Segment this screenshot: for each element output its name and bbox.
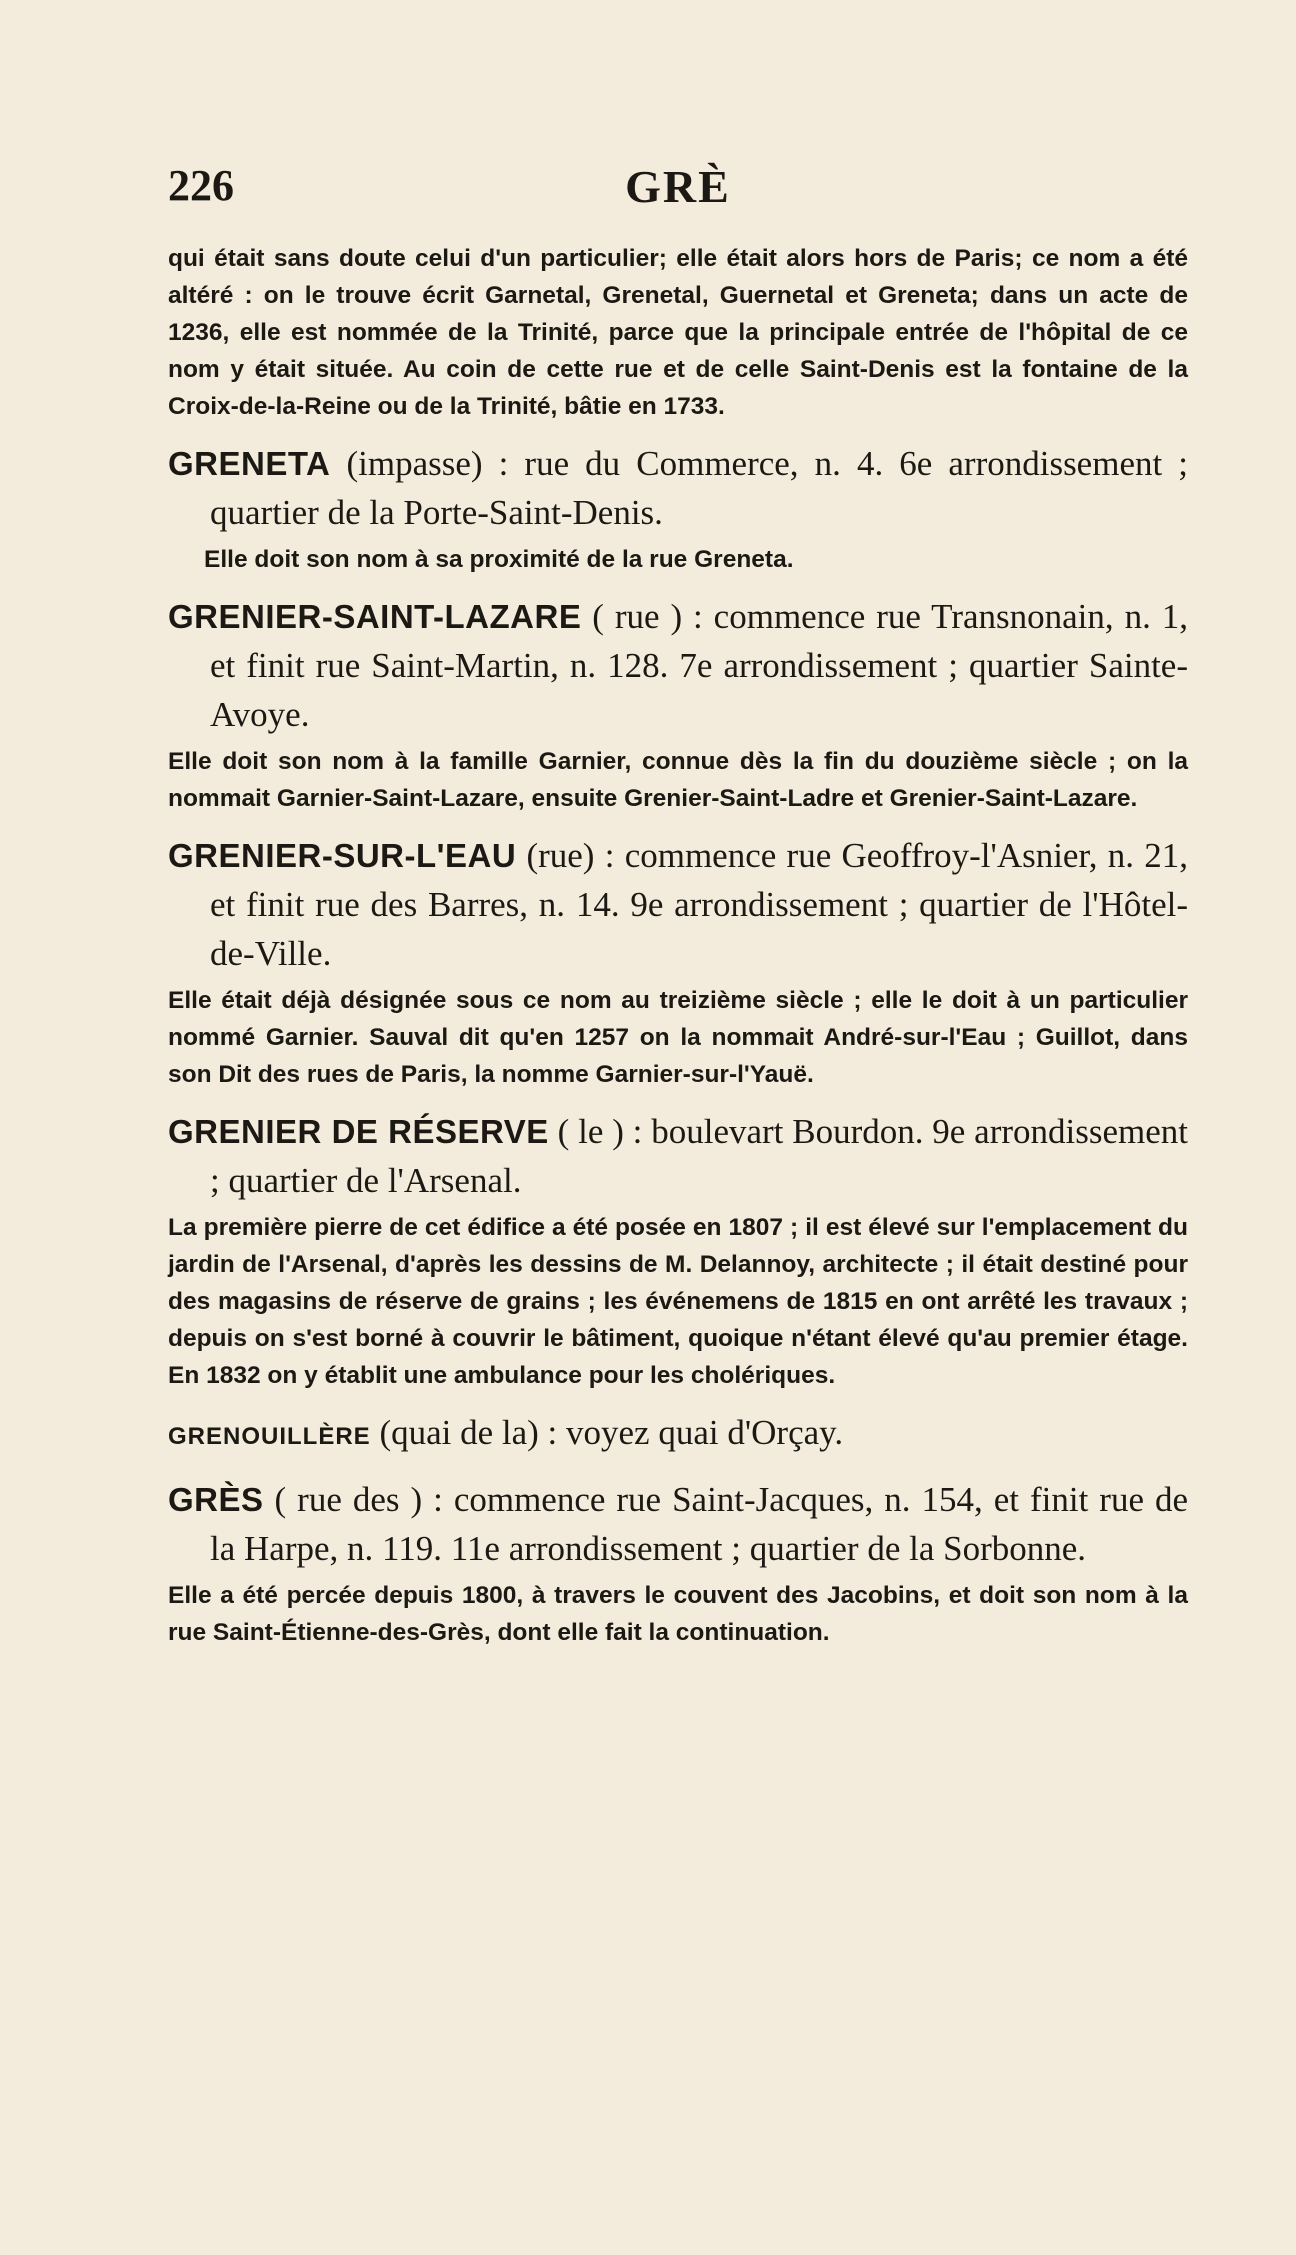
entry-text: ( rue des ) : commence rue Saint-Jacques, n. 154, et finit rue de la Harpe, n. 119. 11e arrondissement ; quartier de la Sorbonne. [210,1480,1188,1568]
headword: GRENIER DE RÉSERVE [168,1113,549,1150]
entry-heading [168,592,1188,739]
headword: GRÈS [168,1481,264,1518]
entry-greneta [168,439,1188,578]
entry-note: Elle a été percée depuis 1800, à travers le couvent des Jacobins, et doit son nom à la rue Saint-Étienne-des-Grès, dont elle fait la continuation. [168,1582,1188,1646]
entry-note: La première pierre de cet édifice a été posée en 1807 ; il est élevé sur l'emplacement du jardin de l'Arsenal, d'après les dessins de M. Delannoy, architecte ; il était destiné pour des magasins de réserve de grains ; les événemens de 1815 en ont arrêté les travaux ; depuis on s'est borné à couvrir le bâtiment, quoique n'étant élevé qu'au premier étage. En 1832 on y établit une ambulance pour les cholériques. [168,1214,1188,1389]
entry-grenier-sur-l-eau [168,831,1188,1093]
headword: GRENIER-SUR-L'EAU [168,837,517,874]
entry-text: ( le ) : boulevart Bourdon. 9e arrondissement ; quartier de l'Arsenal. [210,1112,1188,1200]
entry-heading [168,1107,1188,1205]
entry-text: (impasse) : rue du Commerce, n. 4. 6e arrondissement ; quartier de la Porte-Saint-Denis. [210,444,1188,532]
headword: GRENIER-SAINT-LAZARE [168,598,582,635]
headword: GRENOUILLÈRE [168,1423,371,1450]
entry-text: (quai de la) : voyez quai d'Orçay. [370,1413,844,1452]
entry-note: Elle était déjà désignée sous ce nom au treizième siècle ; elle le doit à un particulier nommé Garnier. Sauval dit qu'en 1257 on la nommait André-sur-l'Eau ; Guillot, dans son Dit des rues de Paris, la nomme Garnier-sur-l'Yauë. [168,987,1188,1088]
entry-text: ( rue ) : commence rue Transnonain, n. 1, et finit rue Saint-Martin, n. 128. 7e arrondissement ; quartier Sainte-Avoye. [210,597,1188,734]
page-number: 226 [168,161,234,210]
entry-grenier-saint-lazare [168,592,1188,817]
running-head: GRÈ [625,161,731,212]
page-header [168,160,1188,220]
entry-heading [168,1475,1188,1573]
entry-gres [168,1475,1188,1651]
headword: GRENETA [168,445,331,482]
entry-heading [168,1408,1188,1461]
entry-grenouillere [168,1408,1188,1461]
entry-grenier-de-reserve [168,1107,1188,1394]
intro-note: qui était sans doute celui d'un particulier; elle était alors hors de Paris; ce nom a été altéré : on le trouve écrit Garnetal, Grenetal, Guernetal et Greneta; dans un acte de 1236, elle est nommée de la Trinité, parce que la principale entrée de l'hôpital de ce nom y était située. Au coin de cette rue et de celle Saint-Denis est la fontaine de la Croix-de-la-Reine ou de la Trinité, bâtie en 1733. [168,245,1188,420]
entry-note: Elle doit son nom à la famille Garnier, connue dès la fin du douzième siècle ; on la nommait Garnier-Saint-Lazare, ensuite Grenier-Saint-Ladre et Grenier-Saint-Lazare. [168,748,1188,812]
entry-heading [168,439,1188,537]
page-content [168,240,1188,1651]
entry-note: Elle doit son nom à sa proximité de la rue Greneta. [204,546,794,573]
entry-text: (rue) : commence rue Geoffroy-l'Asnier, n. 21, et finit rue des Barres, n. 14. 9e arrondissement ; quartier de l'Hôtel-de-Ville. [210,836,1188,973]
entry-heading [168,831,1188,978]
